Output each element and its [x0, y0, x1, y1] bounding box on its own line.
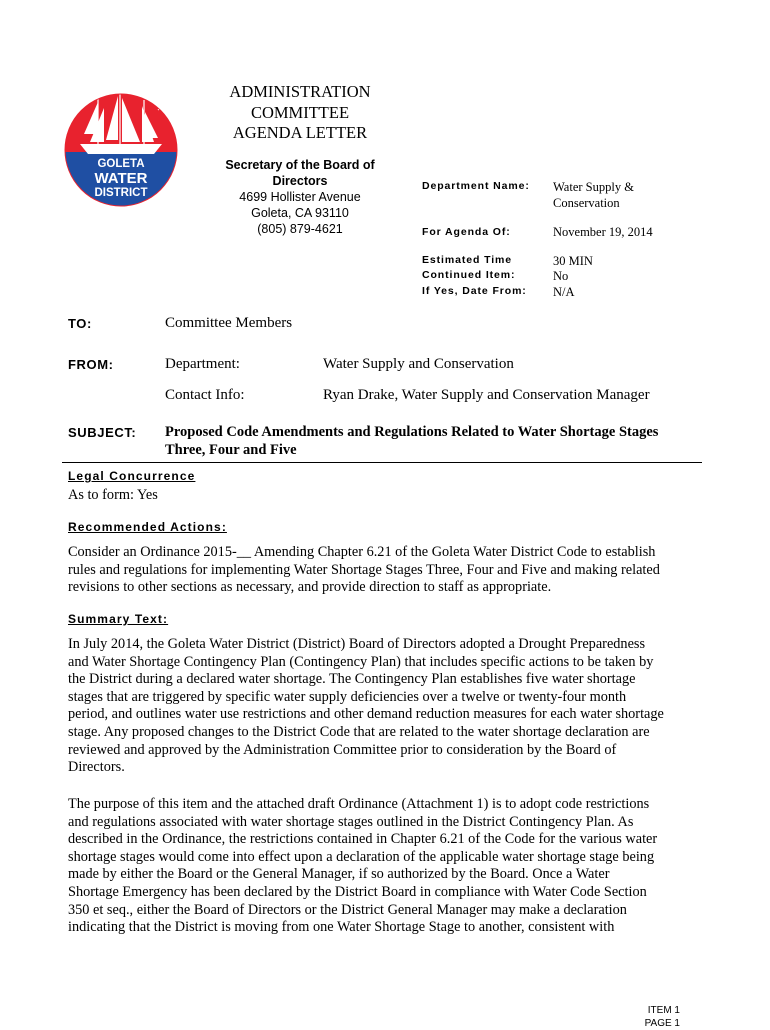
recommended-actions-heading: Recommended Actions:	[68, 520, 227, 534]
phone-line: (805) 879-4621	[257, 222, 343, 236]
text-line: and regulations associated with water shortage stages outlined in the District Contingency Plan. As	[68, 813, 634, 830]
from-department-value: Water Supply and Conservation	[323, 356, 514, 372]
text-line: the District during a declared water shortage. The Contingency Plan establishes five water shortage	[68, 671, 636, 688]
title-line: COMMITTEE	[250, 102, 350, 122]
ship-hull-icon	[80, 144, 162, 154]
page-number: PAGE 1	[644, 1018, 680, 1029]
recommended-actions-text	[68, 544, 708, 597]
text-line: The purpose of this item and the attached draft Ordinance (Attachment 1) is to adopt code restrictions	[68, 796, 650, 812]
continued-item-label: Continued Item:	[422, 269, 516, 281]
department-value-line: Conservation	[553, 196, 620, 210]
logo-text-line-1: GOLETA	[97, 158, 145, 170]
text-line: indicating that the District is moving from one Water Shortage Stage to another, consistent with	[68, 919, 615, 936]
summary-paragraph-2	[68, 796, 708, 937]
subject-value	[165, 423, 658, 459]
text-line: Consider an Ordinance 2015-__ Amending Chapter 6.21 of the Goleta Water District Code to establish	[68, 544, 656, 560]
text-line: rules and regulations for implementing Water Shortage Stages Three, Four and Five and making related	[68, 561, 660, 578]
agenda-of-value: November 19, 2014	[553, 225, 653, 239]
text-line: shortage stages would come into effect upon a declaration of the applicable water shortage stage being	[68, 848, 655, 865]
subject-line: Proposed Code Amendments and Regulations Related to Water Shortage Stages	[165, 424, 659, 440]
department-name-label: Department Name:	[422, 180, 530, 192]
department-value-line: Water Supply &	[553, 180, 634, 194]
text-line: In July 2014, the Goleta Water District (District) Board of Directors adopted a Drought Preparedness	[68, 636, 646, 652]
subject-line: Three, Four and Five	[165, 442, 297, 458]
if-yes-date-label: If Yes, Date From:	[422, 285, 527, 297]
summary-paragraph-1	[68, 636, 708, 777]
department-name-value	[553, 179, 634, 211]
address-line: 4699 Hollister Avenue	[239, 190, 361, 204]
estimated-time-label: Estimated Time	[422, 254, 513, 266]
text-line: reviewed and approved by the Administration Committee prior to consideration by the Board of	[68, 741, 617, 758]
contact-info-value: Ryan Drake, Water Supply and Conservation Manager	[323, 387, 650, 403]
agenda-of-label: For Agenda Of:	[422, 226, 511, 238]
to-value: Committee Members	[165, 315, 293, 331]
text-line: described in the Ordinance, the restrictions contained in Chapter 6.21 of the Code for the various water	[68, 831, 658, 848]
item-number: ITEM 1	[647, 1005, 680, 1016]
address-line: Goleta, CA 93110	[251, 206, 349, 220]
text-line: Directors.	[68, 759, 125, 776]
secretary-address-block	[212, 157, 388, 237]
text-line: and Water Shortage Contingency Plan (Contingency Plan) that includes specific actions to be taken by	[68, 653, 654, 670]
legal-concurrence-text: As to form: Yes	[68, 487, 158, 503]
estimated-time-value: 30 MIN	[553, 254, 593, 268]
letter-title	[212, 82, 388, 144]
text-line: 350 et seq., either the Board of Directors or the District General Manager may make a declaration	[68, 901, 627, 918]
secretary-line: Secretary of the Board of	[225, 158, 375, 172]
legal-concurrence-heading: Legal Concurrence	[68, 469, 196, 483]
divider-rule	[62, 462, 702, 463]
title-line: ADMINISTRATION	[229, 82, 371, 101]
secretary-line: Directors	[272, 174, 328, 188]
page-footer	[600, 1004, 680, 1030]
text-line: period, and outlines water use restrictions and other demand reduction measures for each water shortage	[68, 706, 664, 723]
text-line: stage. Any proposed changes to the District Code that are related to the water shortage declaration are	[68, 723, 650, 740]
subject-label: SUBJECT:	[68, 425, 137, 440]
text-line: made by either the Board or the General Manager, if so authorized by the Board. Once a Water	[68, 866, 610, 883]
contact-info-key: Contact Info:	[165, 387, 245, 403]
logo-text-line-3: DISTRICT	[94, 187, 148, 199]
logo-text-line-2: WATER	[94, 170, 148, 187]
to-label: TO:	[68, 316, 92, 331]
if-yes-date-value: N/A	[553, 285, 575, 299]
text-line: Shortage Emergency has been declared by the District Board in compliance with Water Code Section	[68, 883, 647, 900]
goleta-water-district-logo	[62, 82, 180, 214]
from-department-key: Department:	[165, 356, 240, 372]
continued-item-value: No	[553, 269, 569, 283]
text-line: stages that are triggered by specific water supply deficiencies over a twelve or twenty-four month	[68, 688, 627, 705]
text-line: revisions to other sections as necessary, and provide direction to staff as appropriate.	[68, 579, 552, 596]
summary-text-heading: Summary Text:	[68, 612, 169, 626]
from-label: FROM:	[68, 357, 114, 372]
title-line: AGENDA LETTER	[232, 123, 368, 142]
